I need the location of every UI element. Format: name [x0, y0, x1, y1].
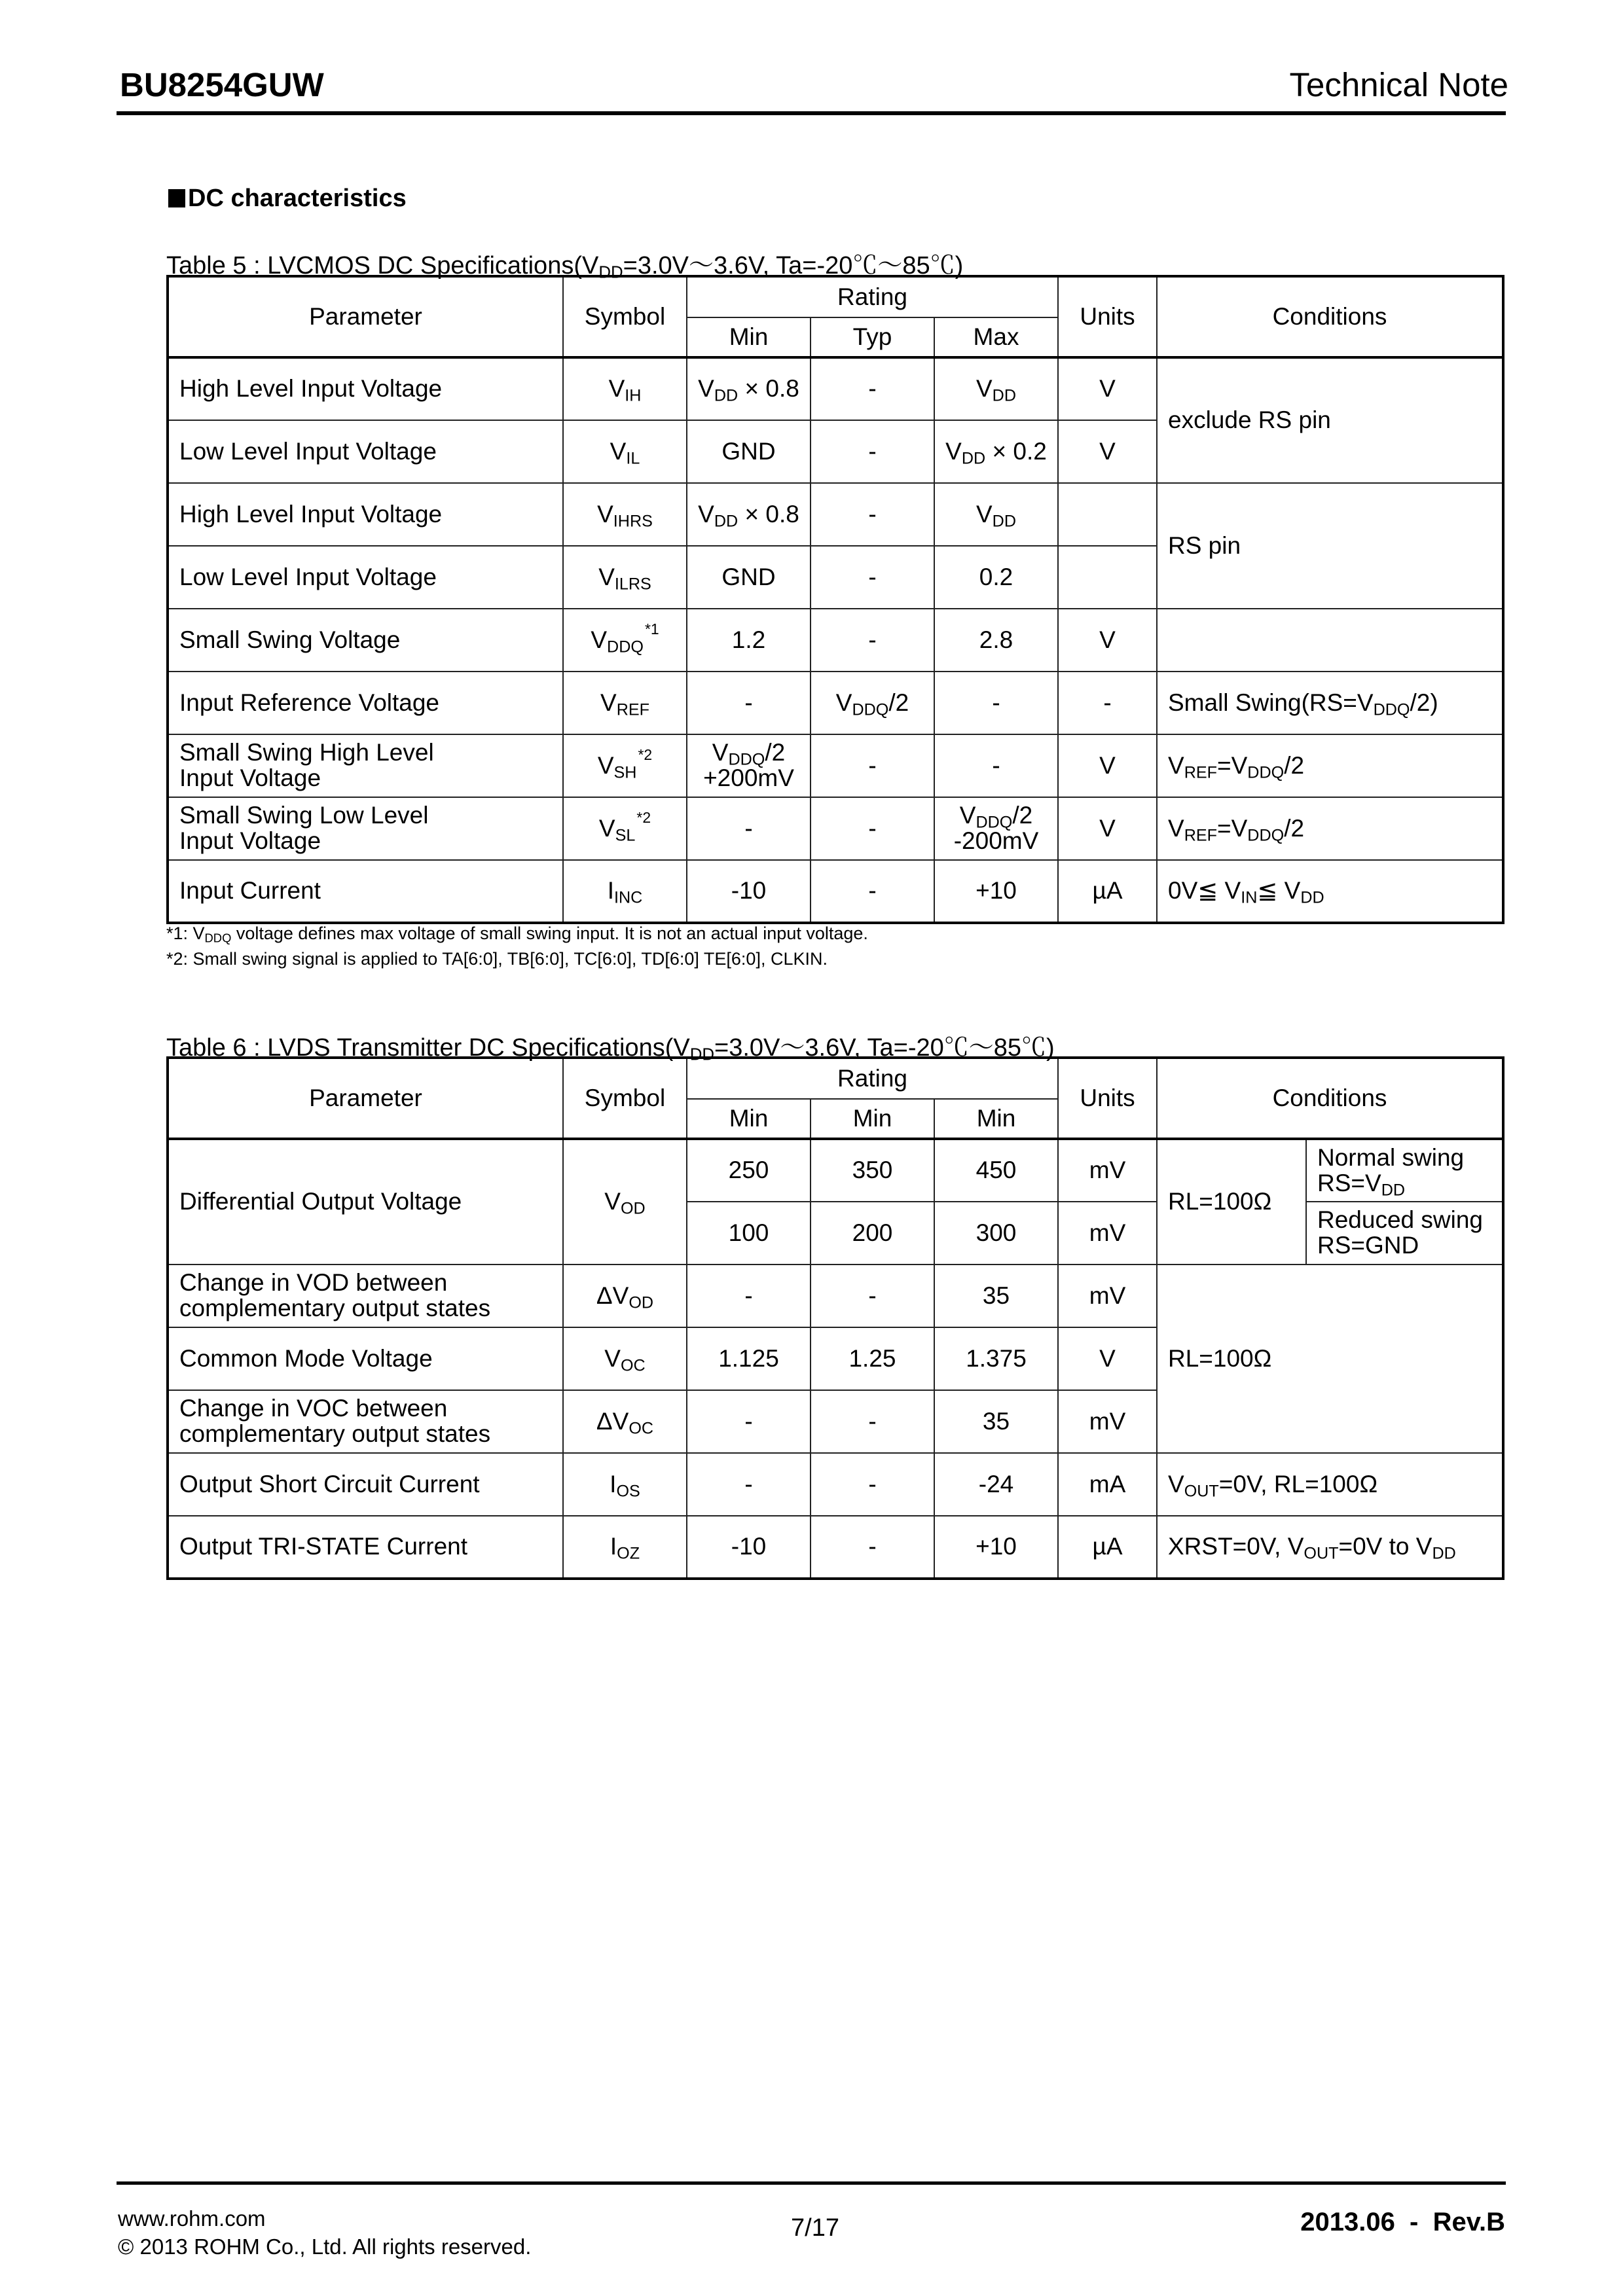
symbol-cell: $V_{OC}$ [563, 1327, 687, 1390]
value1-cell: - [687, 1390, 811, 1453]
min-cell: $V_{DD} \times 0.8$ [687, 483, 811, 546]
parameter-cell: Input Current [168, 860, 563, 923]
symbol-cell: $V_{ILRS}$ [563, 546, 687, 609]
conditions-rl-cell: RL=100Ω [1157, 1139, 1306, 1265]
symbol-cell: $I_{INC}$ [563, 860, 687, 923]
value2-cell: - [811, 1516, 934, 1579]
table5-lvcmos-dc-specs [166, 275, 1504, 924]
typ-cell: - [811, 860, 934, 923]
table-row [168, 357, 1503, 420]
symbol-cell: $V_{IH}$ [563, 357, 687, 420]
value1-cell: 100 [687, 1202, 811, 1265]
units-cell: V [1058, 420, 1157, 483]
min-cell: GND [687, 546, 811, 609]
parameter-cell: Differential Output Voltage [168, 1139, 563, 1265]
min-cell: - [687, 672, 811, 734]
table5-caption: Table 5 : LVCMOS DC $Specifications(V_{DD}=3.0V\sim 3.6V$, Ta=-20℃～85℃) [166, 252, 964, 282]
units-cell: mV [1058, 1265, 1157, 1327]
footer-rule [117, 2181, 1506, 2185]
units-cell [1058, 546, 1157, 609]
parameter-cell: High Level Input Voltage [168, 357, 563, 420]
conditions-cell: $V_{REF}=V_{DDQ}/2$ [1157, 734, 1503, 797]
symbol-cell: $\Delta V_{OC}$ [563, 1390, 687, 1453]
units-cell: mV [1058, 1202, 1157, 1265]
header-units: Units [1058, 276, 1157, 357]
max-cell: - [934, 734, 1058, 797]
parameter-cell: Small Swing Voltage [168, 609, 563, 672]
document-type: Technical Note [1289, 66, 1508, 103]
revision: 2013.06 - Rev.B [1300, 2208, 1505, 2236]
parameter-cell: Change in VOC between complementary output states [168, 1390, 563, 1453]
parameter-cell: Change in VOD between complementary output states [168, 1265, 563, 1327]
header-rule [117, 111, 1506, 115]
max-cell: $V_{DD}$ [934, 357, 1058, 420]
conditions-cell [1157, 609, 1503, 672]
page-number: 7/17 [791, 2214, 839, 2242]
header-parameter: Parameter [168, 276, 563, 357]
header-symbol: Symbol [563, 276, 687, 357]
value1-cell: 250 [687, 1139, 811, 1202]
units-cell: mV [1058, 1390, 1157, 1453]
table-row [168, 1265, 1503, 1327]
symbol-cell: $V_{SH}^{*2}$ [563, 734, 687, 797]
typ-cell: - [811, 483, 934, 546]
max-cell: - [934, 672, 1058, 734]
header-conditions: Conditions [1157, 276, 1503, 357]
symbol-cell: $V_{REF}$ [563, 672, 687, 734]
value3-cell: +10 [934, 1516, 1058, 1579]
min-cell: - [687, 797, 811, 860]
value3-cell: 450 [934, 1139, 1058, 1202]
units-cell: V [1058, 797, 1157, 860]
conditions-cell: 0V≦ $V_{IN}≦$ $V_{DD}$ [1157, 860, 1503, 923]
parameter-cell: Small Swing High Level Input Voltage [168, 734, 563, 797]
units-cell [1058, 483, 1157, 546]
table6-lvds-transmitter-dc-specs [166, 1056, 1504, 1580]
value2-cell: - [811, 1265, 934, 1327]
typ-cell: $V_{DDQ}/2$ [811, 672, 934, 734]
conditions-cell: XRST=0V, $V_{OUT}=0V$ to $V_{DD}$ [1157, 1516, 1503, 1579]
parameter-cell: Low Level Input Voltage [168, 420, 563, 483]
table-row [168, 1139, 1503, 1202]
min-cell: $V_{DDQ}/2$ +200mV [687, 734, 811, 797]
header-col2: Min [811, 1099, 934, 1139]
header-parameter: Parameter [168, 1058, 563, 1139]
value1-cell: 1.125 [687, 1327, 811, 1390]
units-cell: V [1058, 609, 1157, 672]
header-min: Min [687, 317, 811, 357]
min-cell: GND [687, 420, 811, 483]
parameter-cell: Common Mode Voltage [168, 1327, 563, 1390]
typ-cell: - [811, 734, 934, 797]
conditions-cell: exclude RS pin [1157, 357, 1503, 483]
typ-cell: - [811, 797, 934, 860]
value3-cell: 35 [934, 1390, 1058, 1453]
website-link[interactable]: www.rohm.com [118, 2206, 266, 2231]
header-col1: Min [687, 1099, 811, 1139]
symbol-cell: $V_{IHRS}$ [563, 483, 687, 546]
value2-cell: 200 [811, 1202, 934, 1265]
header-symbol: Symbol [563, 1058, 687, 1139]
table-row [168, 1516, 1503, 1579]
symbol-cell: $I_{OS}$ [563, 1453, 687, 1516]
header-units: Units [1058, 1058, 1157, 1139]
units-cell: mA [1058, 1453, 1157, 1516]
max-cell: $V_{DDQ}/2$ -200mV [934, 797, 1058, 860]
table-row [168, 609, 1503, 672]
footnote-1: *1: $V_{DDQ}$ voltage defines max voltage of small swing input. It is not an actual input voltage. [166, 924, 868, 945]
parameter-cell: Input Reference Voltage [168, 672, 563, 734]
conditions-cell: $V_{OUT}=0V$, RL=100Ω [1157, 1453, 1503, 1516]
conditions-normal-swing-cell: Normal swing $RS=V_{DD}$ [1306, 1139, 1503, 1202]
units-cell: V [1058, 734, 1157, 797]
table-row [168, 734, 1503, 797]
max-cell: 2.8 [934, 609, 1058, 672]
parameter-cell: Low Level Input Voltage [168, 546, 563, 609]
typ-cell: - [811, 546, 934, 609]
value1-cell: - [687, 1453, 811, 1516]
footnote-2: *2: Small swing signal is applied to TA[6:0], TB[6:0], TC[6:0], TD[6:0] TE[6:0], CLKIN. [166, 949, 828, 969]
units-cell: V [1058, 357, 1157, 420]
max-cell: $V_{DD} \times 0.2$ [934, 420, 1058, 483]
typ-cell: - [811, 420, 934, 483]
value3-cell: 300 [934, 1202, 1058, 1265]
table-row [168, 1453, 1503, 1516]
conditions-cell: $V_{REF}=V_{DDQ}/2$ [1157, 797, 1503, 860]
value3-cell: 1.375 [934, 1327, 1058, 1390]
value1-cell: - [687, 1265, 811, 1327]
value2-cell: 350 [811, 1139, 934, 1202]
conditions-cell: Small $Swing(RS=V_{DDQ}/2)$ [1157, 672, 1503, 734]
symbol-cell: $V_{OD}$ [563, 1139, 687, 1265]
max-cell: 0.2 [934, 546, 1058, 609]
symbol-cell: $I_{OZ}$ [563, 1516, 687, 1579]
symbol-cell: $V_{DDQ}^{*1}$ [563, 609, 687, 672]
units-cell: - [1058, 672, 1157, 734]
conditions-cell: RL=100Ω [1157, 1265, 1503, 1453]
section-title-text: DC characteristics [188, 185, 407, 212]
symbol-cell: $V_{SL}^{*2}$ [563, 797, 687, 860]
min-cell: 1.2 [687, 609, 811, 672]
table-row [168, 797, 1503, 860]
footer-left [118, 2204, 531, 2261]
value1-cell: -10 [687, 1516, 811, 1579]
max-cell: +10 [934, 860, 1058, 923]
units-cell: µA [1058, 860, 1157, 923]
table-row [168, 860, 1503, 923]
symbol-cell: $V_{IL}$ [563, 420, 687, 483]
section-title [168, 185, 407, 213]
parameter-cell: Output Short Circuit Current [168, 1453, 563, 1516]
min-cell: $V_{DD} \times 0.8$ [687, 357, 811, 420]
typ-cell: - [811, 609, 934, 672]
value3-cell: 35 [934, 1265, 1058, 1327]
symbol-cell: $\Delta V_{OD}$ [563, 1265, 687, 1327]
header-typ: Typ [811, 317, 934, 357]
header-rating: Rating [687, 1058, 1058, 1099]
value2-cell: 1.25 [811, 1327, 934, 1390]
units-cell: µA [1058, 1516, 1157, 1579]
table-row [168, 483, 1503, 546]
min-cell: -10 [687, 860, 811, 923]
parameter-cell: High Level Input Voltage [168, 483, 563, 546]
value2-cell: - [811, 1453, 934, 1516]
copyright: © 2013 ROHM Co., Ltd. All rights reserved. [118, 2234, 532, 2259]
header-col3: Min [934, 1099, 1058, 1139]
header-max: Max [934, 317, 1058, 357]
conditions-cell: RS pin [1157, 483, 1503, 609]
max-cell: $V_{DD}$ [934, 483, 1058, 546]
table-row [168, 672, 1503, 734]
table6-caption: Table 6 : LVDS Transmitter DC $Specifications(V_{DD}=3.0V\sim 3.6V$, Ta=-20℃～85℃) [166, 1034, 1055, 1064]
part-number: BU8254GUW [120, 66, 324, 103]
header-rating: Rating [687, 276, 1058, 317]
black-square-bullet-icon [168, 189, 185, 207]
header-conditions: Conditions [1157, 1058, 1503, 1139]
parameter-cell: Output TRI-STATE Current [168, 1516, 563, 1579]
parameter-cell: Small Swing Low Level Input Voltage [168, 797, 563, 860]
typ-cell: - [811, 357, 934, 420]
value3-cell: -24 [934, 1453, 1058, 1516]
value2-cell: - [811, 1390, 934, 1453]
units-cell: V [1058, 1327, 1157, 1390]
conditions-reduced-swing-cell: Reduced swing RS=GND [1306, 1202, 1503, 1265]
units-cell: mV [1058, 1139, 1157, 1202]
